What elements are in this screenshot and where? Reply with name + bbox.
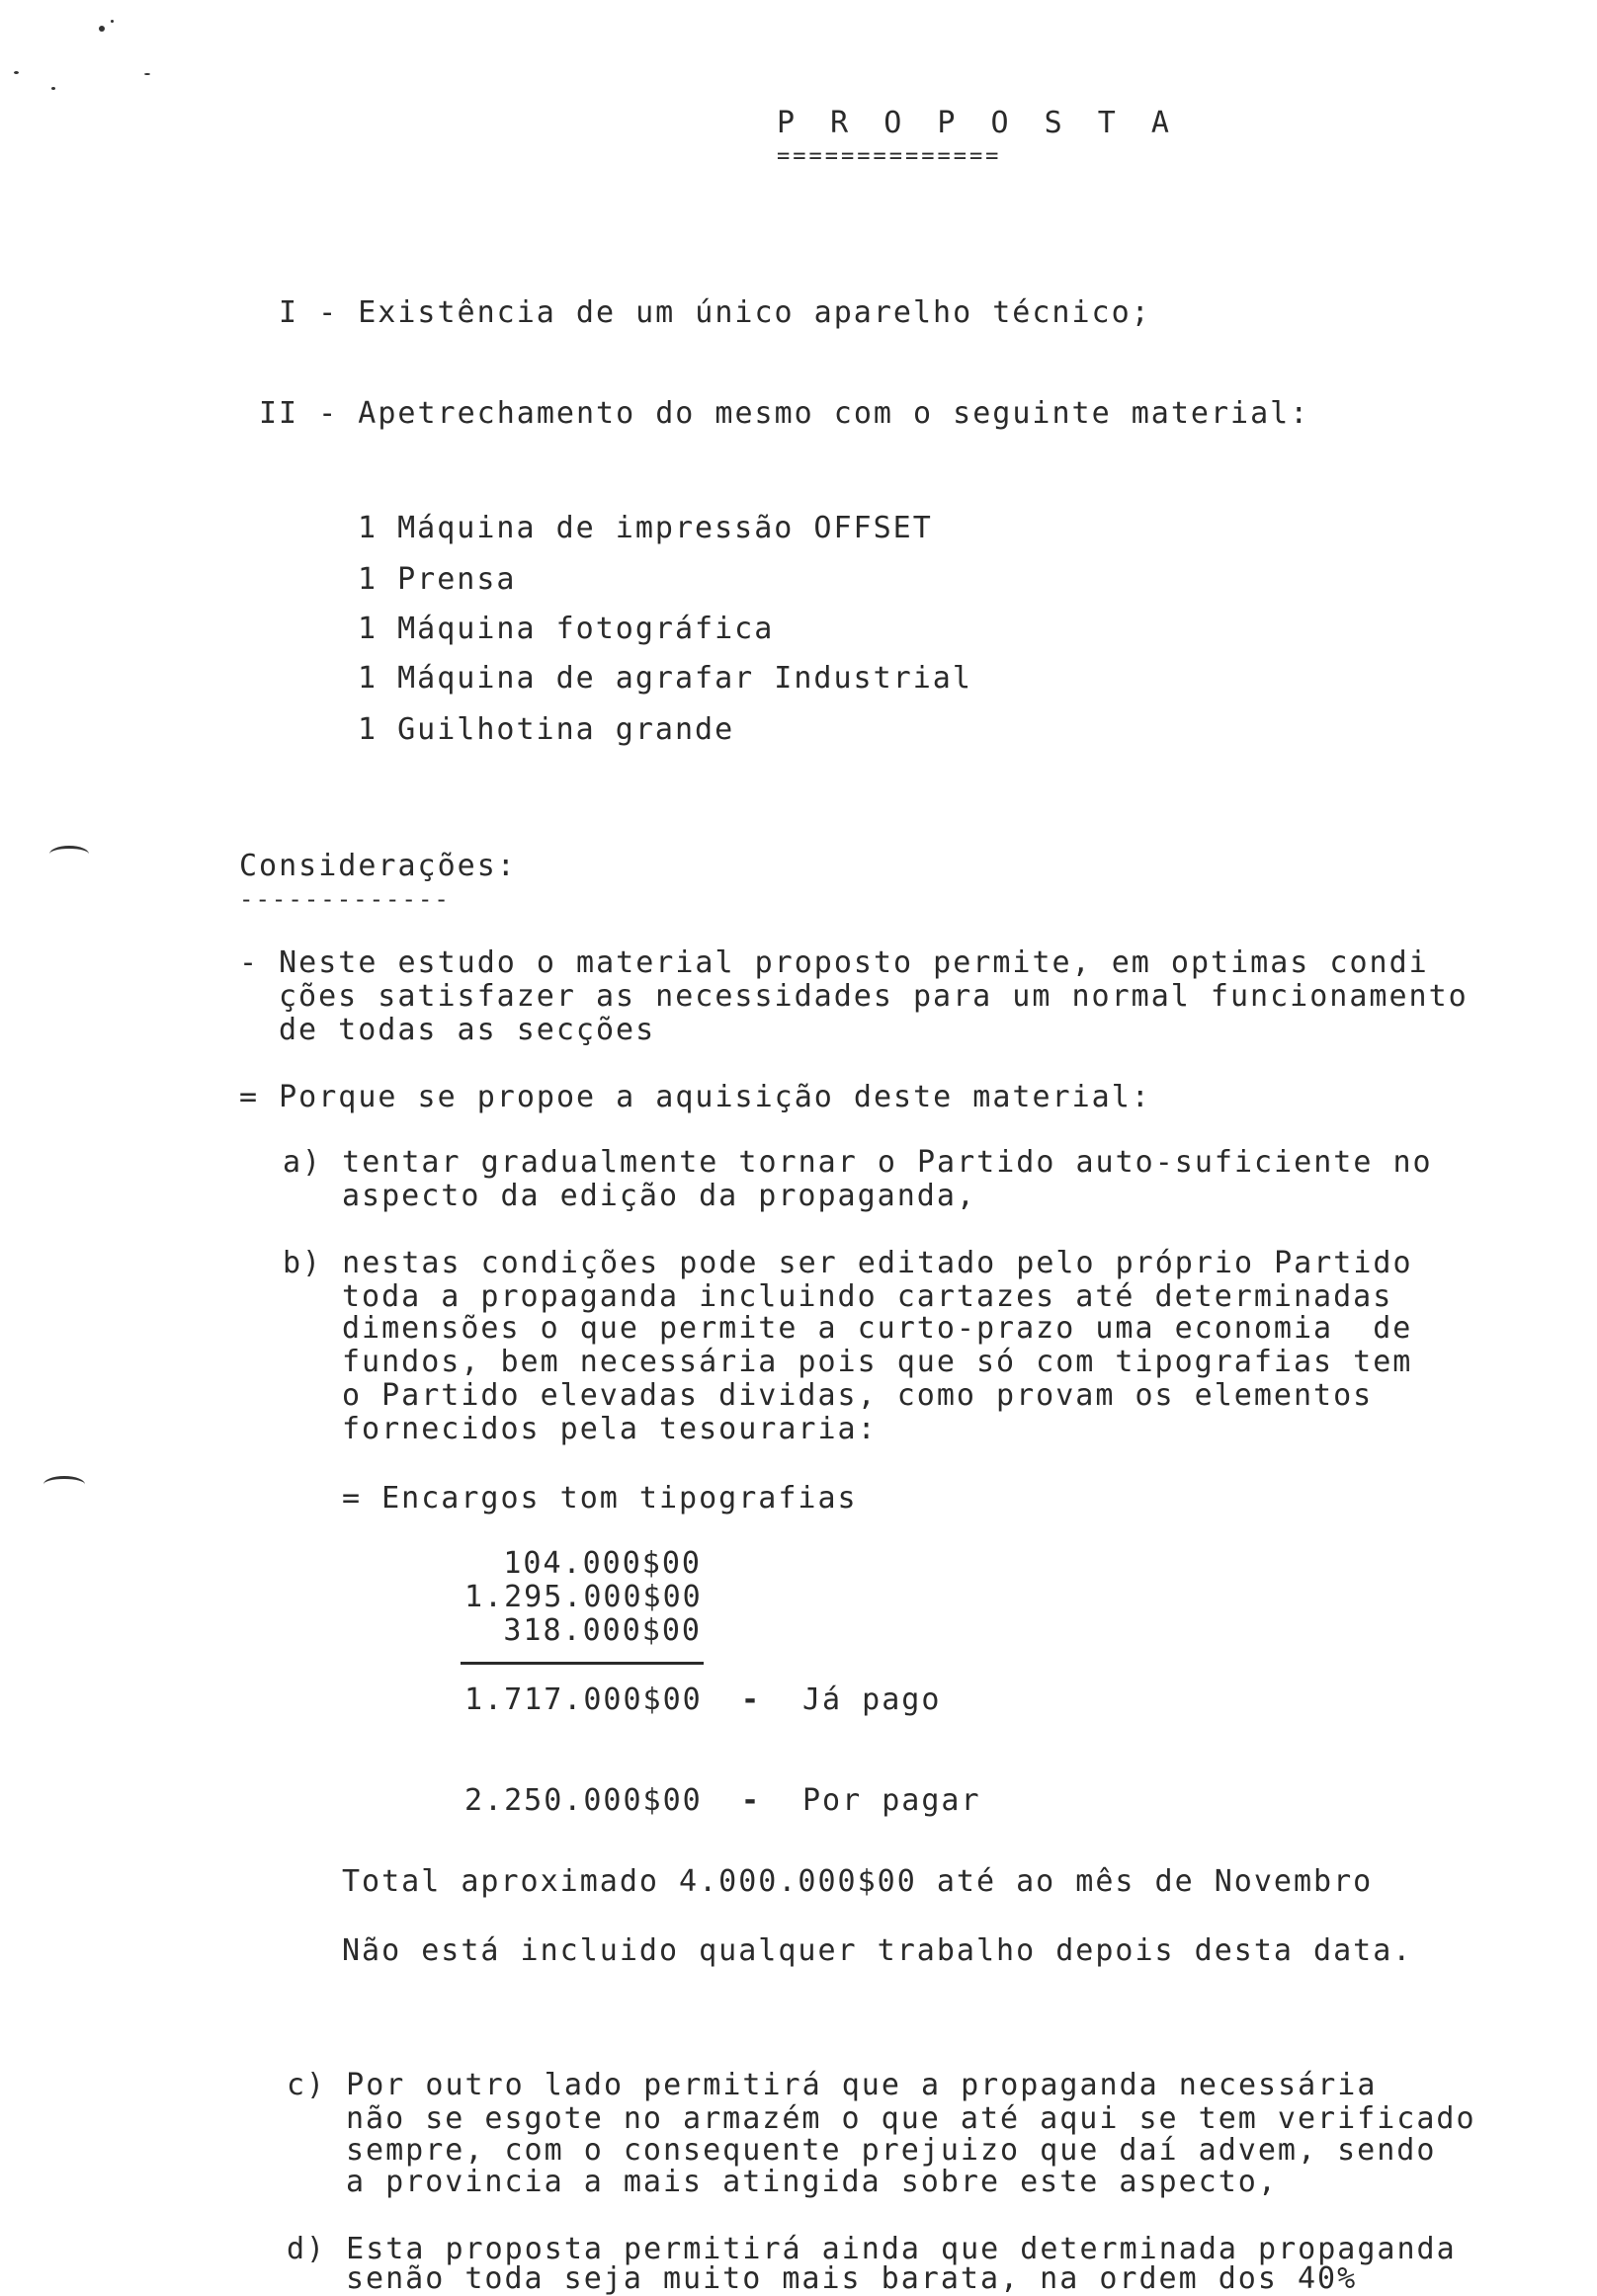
material-item: 1 Guilhotina grande (358, 712, 735, 747)
item-i: I - Existência de um único aparelho técnico; (279, 295, 1151, 330)
total-paid-amount: 1.717.000$00 (464, 1682, 703, 1717)
item-ii: II - Apetrechamento do mesmo com o seguinte material: (259, 396, 1310, 431)
page-title: P R O P O S T A (777, 106, 1178, 140)
point-d-line: senão toda seja muito mais barata, na ordem dos 40% (346, 2261, 1358, 2296)
point-d-line: d) Esta proposta permitirá ainda que determinada propaganda (287, 2232, 1457, 2266)
point-b-line: dimensões o que permite a curto-prazo uma economia de (342, 1311, 1413, 1346)
amount: 1.295.000$00 (464, 1580, 703, 1614)
point-c-line: não se esgote no armazém o que até aqui se tem verificado (346, 2101, 1476, 2136)
consideracoes-underline: ------------- (239, 885, 451, 913)
point-c-line: a provincia a mais atingida sobre este aspecto, (346, 2165, 1278, 2199)
neste-line: - Neste estudo o material proposto permite, em optimas condi (239, 945, 1429, 980)
point-b-line: fornecidos pela tesouraria: (342, 1412, 878, 1446)
point-b-line: o Partido elevadas dividas, como provam os elementos (342, 1378, 1374, 1413)
nao-incluido-line: Não está incluido qualquer trabalho depois desta data. (342, 1933, 1413, 1968)
total-paid-dash: - (741, 1682, 762, 1717)
encargos-line: = Encargos tom tipografias (342, 1481, 858, 1516)
neste-line: ções satisfazer as necessidades para um normal funcionamento (279, 979, 1469, 1014)
porque-line: = Porque se propoe a aquisição deste material: (239, 1080, 1151, 1114)
material-item: 1 Máquina de impressão OFFSET (358, 511, 933, 545)
punch-hole-mark (49, 846, 89, 862)
total-paid-label: Já pago (802, 1682, 942, 1717)
amount: 318.000$00 (503, 1613, 702, 1648)
scan-speck (99, 26, 105, 32)
scan-speck (144, 73, 150, 75)
scan-speck (14, 71, 19, 74)
point-a-line: aspecto da edição da propaganda, (342, 1179, 976, 1213)
material-item: 1 Máquina fotográfica (358, 612, 775, 646)
point-b-line: fundos, bem necessária pois que só com tipografias tem (342, 1345, 1413, 1379)
to-pay-amount: 2.250.000$00 (464, 1783, 703, 1818)
punch-hole-mark (43, 1476, 85, 1493)
to-pay-dash: - (741, 1783, 762, 1818)
point-a-line: a) tentar gradualmente tornar o Partido auto-suficiente no (283, 1145, 1433, 1180)
point-b-line: b) nestas condições pode ser editado pelo próprio Partido (283, 1246, 1413, 1280)
material-item: 1 Prensa (358, 562, 517, 597)
to-pay-label: Por pagar (802, 1783, 981, 1818)
material-item: 1 Máquina de agrafar Industrial (358, 661, 972, 696)
sum-rule (461, 1662, 704, 1665)
point-c-line: c) Por outro lado permitirá que a propaganda necessária (287, 2068, 1378, 2102)
scan-speck (51, 87, 55, 90)
total-approx-line: Total aproximado 4.000.000$00 até ao mês de Novembro (342, 1864, 1374, 1899)
point-c-line: sempre, com o consequente prejuizo que daí advem, sendo (346, 2133, 1437, 2168)
consideracoes-heading: Considerações: (239, 849, 517, 883)
amount: 104.000$00 (503, 1546, 702, 1581)
point-b-line: toda a propaganda incluindo cartazes até determinadas (342, 1279, 1393, 1314)
scan-speck (111, 20, 114, 23)
title-underline: ============== (777, 144, 1002, 169)
neste-line: de todas as secções (279, 1013, 656, 1047)
